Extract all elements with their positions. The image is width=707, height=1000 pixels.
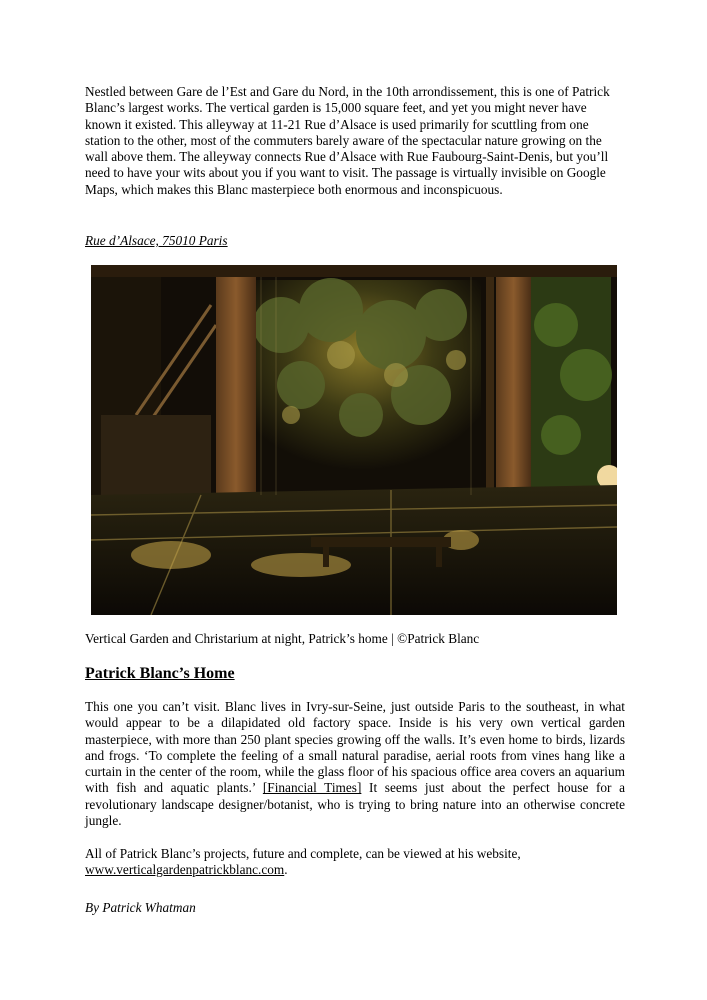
website-link[interactable]: www.verticalgardenpatrickblanc.com bbox=[85, 862, 285, 878]
location-link[interactable] bbox=[85, 233, 228, 249]
financial-times-link[interactable]: [Financial Times] bbox=[262, 780, 362, 796]
home-paragraph-text: This one you can’t visit. Blanc lives in Ivry-sur-Seine, just outside Paris to the southeast, in what would appear to be a dilapidated old factory space. Inside is his very own vertical garden masterpiece, with more than 250 plant species growing off the walls. It’s even home to birds, lizards and frogs. ‘To complete the feeling of a small natural paradise, aerial roots from vines hang like a curtain in the center of the room, while the glass floor of his spacious office area covers an aquarium with fish and aquatic plants.’ bbox=[85, 699, 625, 796]
vertical-garden-night-photo bbox=[91, 265, 617, 615]
intro-paragraph: Nestled between Gare de l’Est and Gare du Nord, in the 10th arrondissement, this is one of Patrick Blanc’s largest works. The vertical garden is 15,000 square feet, and yet you might never have known it existed. This alleyway at 11-21 Rue d’Alsace is used primarily for scuttling from one station to the other, most of the commuters barely aware of the spectacular nature growing on the wall above them. The alleyway connects Rue d’Alsace with Rue Faubourg-Saint-Denis, but you’ll need to have your wits about you if you want to visit. The passage is virtually invisible on Google Maps, which makes this Blanc masterpiece both enormous and inconspicuous. bbox=[85, 84, 610, 197]
photo-caption: Vertical Garden and Christarium at night, Patrick’s home | ©Patrick Blanc bbox=[85, 631, 480, 646]
byline: By Patrick Whatman bbox=[85, 900, 196, 915]
projects-paragraph: All of Patrick Blanc’s projects, future and complete, can be viewed at his website, www.verticalgardenpatrickblanc.com. bbox=[85, 846, 521, 878]
home-paragraph-text-continued: It seems just about the perfect house for a revolutionary landscape designer/botanist, who is trying to bring nature into an otherwise concrete jungle. bbox=[85, 780, 626, 829]
section-heading: Patrick Blanc’s Home bbox=[85, 665, 235, 682]
projects-text: All of Patrick Blanc’s projects, future and complete, can be viewed at his website, bbox=[85, 846, 521, 861]
home-paragraph bbox=[85, 699, 625, 829]
location-link-text[interactable]: Rue d’Alsace, 75010 Paris bbox=[85, 233, 228, 248]
